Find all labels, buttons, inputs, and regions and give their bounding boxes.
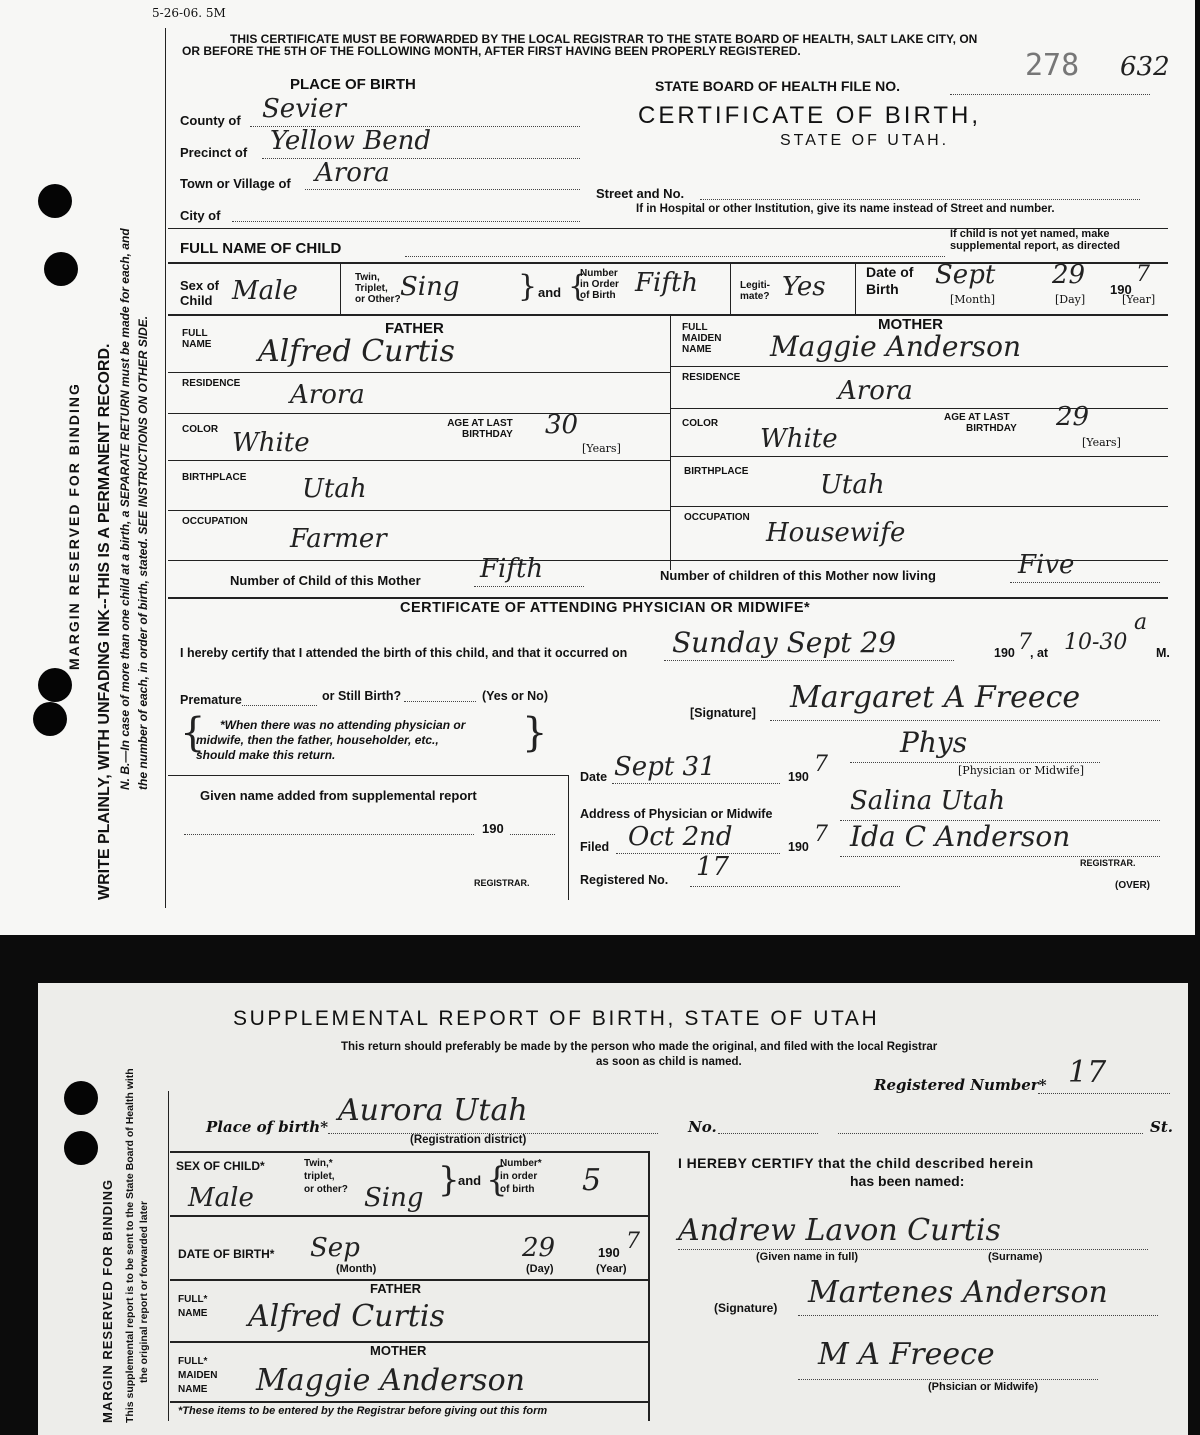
city-label: City of	[180, 208, 221, 223]
sex-label-2: Child	[180, 293, 213, 308]
supp-twin-label-3: or other?	[304, 1184, 348, 1195]
child-number-value: Fifth	[480, 554, 544, 584]
town-value: Arora	[315, 158, 390, 188]
filed-year-suffix: 7	[814, 822, 828, 847]
punch-hole	[64, 1131, 98, 1165]
punch-hole	[38, 184, 72, 218]
mother-birthplace-label: BIRTHPLACE	[684, 466, 749, 477]
precinct-label: Precinct of	[180, 145, 248, 160]
sex-value: Male	[232, 276, 298, 306]
father-residence-label: RESIDENCE	[182, 378, 241, 389]
physician-caption: [Physician or Midwife]	[958, 764, 1084, 777]
father-occupation: Farmer	[290, 524, 387, 554]
supp-month-caption: (Month)	[336, 1263, 377, 1275]
father-age-label-2: BIRTHDAY	[462, 429, 513, 440]
mother-full-label-2: MAIDEN	[682, 333, 722, 344]
hospital-note: If in Hospital or other Institution, give its name instead of Street and number.	[636, 203, 1055, 215]
supp-twin-value: Sing	[364, 1183, 424, 1213]
order-value: Fifth	[635, 268, 699, 298]
supp-sex-value: Male	[188, 1183, 254, 1213]
twin-label-3: or Other?	[355, 294, 401, 305]
father-birthplace-label: BIRTHPLACE	[182, 472, 247, 483]
mother-occupation-label: OCCUPATION	[684, 512, 750, 523]
supp-footnote: *These items to be entered by the Registrar before giving out this form	[178, 1405, 548, 1417]
supp-place-value: Aurora Utah	[338, 1093, 528, 1128]
dob-day: 29	[1052, 260, 1086, 290]
mother-full-label-1: FULL	[682, 322, 708, 333]
father-birthplace: Utah	[302, 474, 367, 504]
supp-given-caption: (Given name in full)	[756, 1251, 859, 1263]
supp-father-label-1: FULL*	[178, 1294, 208, 1305]
punch-hole	[38, 668, 72, 702]
supp-physician-value: M A Freece	[818, 1337, 995, 1372]
supp-side-margin: MARGIN RESERVED FOR BINDING	[100, 1178, 115, 1423]
certify-text: I hereby certify that I attended the birth of this child, and that it occurred on	[180, 646, 628, 660]
supp-note-1: This return should preferably be made by the person who made the original, and filed with the local Registrar	[341, 1041, 938, 1053]
punch-hole	[64, 1081, 98, 1115]
supplemental-box-text: Given name added from supplemental report	[200, 788, 477, 803]
still-birth-label: or Still Birth?	[322, 689, 402, 703]
mother-name: Maggie Anderson	[770, 330, 1022, 363]
order-label-1: Number	[580, 268, 618, 279]
file-no-value-2: 632	[1120, 52, 1170, 82]
supp-father-label-2: NAME	[178, 1308, 208, 1319]
supp-mother-value: Maggie Anderson	[256, 1363, 525, 1398]
at-label: , at	[1030, 646, 1049, 660]
physician-signature: Margaret A Freece	[790, 680, 1081, 715]
supp-signature-label: (Signature)	[714, 1301, 778, 1315]
mother-age: 29	[1056, 402, 1090, 432]
and-label: and	[538, 285, 562, 300]
registered-no-value: 17	[696, 852, 730, 882]
side-margin-text: MARGIN RESERVED FOR BINDING	[66, 382, 82, 670]
birth-certificate: 5-26-06. 5M WRITE PLAINLY, WITH UNFADING INK--THIS IS A PERMANENT RECORD. MARGIN RESERVED FOR BINDING N. B.—In case of more than one child at a birth, a SEPARATE RETURN must be made for each, and the number of each, in order of birth, stated. SEE INSTRUCTIONS ON OTHER SIDE. THIS CERTIFICATE MUST BE FORWARDED BY THE LOCAL REGISTRAR TO THE STATE BOARD OF HEALTH, SALT LAKE CITY, ON OR BEFORE THE 5TH OF THE FOLLOWING MONTH, AFTER FIRST HAVING BEEN PROPERLY REGISTERED. PLACE OF BIRTH STATE BOARD OF HEALTH FILE NO. 278 632 CERTIFICATE OF BIRTH, STATE OF UTAH. County of Sevier Precinct of Yellow Bend Town or Village of Arora City of Street and No. If in Hospital or other Institution, give its name instead of Street and number. FULL NAME OF CHILD If child is not yet named, make supplemental report, as directed Sex of Child Male Twin, Triplet, or Other? Sing } and { Number in Order of Birth Fifth Legiti- mate? Yes Date of Birth Sept 29 190 7 [Month] [Day] [Year] FATHER FULL NAME Alfred Curtis RESIDENCE Arora COLOR White AGE AT LAST BIRTHDAY 30 [Years] BIRTHPLACE Utah OCCUPATION Farmer MOTHER FULL MAIDEN NAME Maggie Anderson RESIDENCE Arora COLOR White AGE AT LAST BIRTHDAY 29 [Years] BIRTHPLACE Utah OCCUPATION Housewife Number of Child of this Mother Fifth Number of children of this Mother now living Five CERTIFICATE OF ATTENDING PHYSICIAN OR MIDWIFE* I hereby certify that I attended the birth of this child, and that it occurred on Sunday Sept 29 190 7 , at 10-30 a M. Premature or Still Birth? (Yes or No) { *When there was no attending physician or midwife, then the father, householder, etc., should make this return. } [Signature] Margaret A Freece Phys [Physician or Midwife] Date Sept 31 190 7 Address of Physician or Midwife Salina Utah Filed Oct 2nd 190 7 Ida C Anderson REGISTRAR. Registered No. 17 (OVER) Given name added from supplemental report 190 REGISTRAR.	[0, 0, 1195, 935]
place-of-birth-heading: PLACE OF BIRTH	[290, 76, 416, 93]
yes-no-label: (Yes or No)	[482, 689, 548, 703]
supp-registered-value: 17	[1068, 1055, 1107, 1090]
father-full-label-1: FULL	[182, 328, 208, 339]
dob-label-1: Date of	[866, 264, 914, 280]
physician-note-3: should make this return.	[196, 748, 336, 762]
mother-years-caption: [Years]	[1082, 436, 1121, 449]
supplemental-box-year: 190	[482, 821, 504, 836]
file-no-value: 278	[1025, 48, 1080, 83]
signature-label: [Signature]	[690, 706, 756, 720]
supp-twin-label-2: triplet,	[304, 1171, 335, 1182]
year-caption: [Year]	[1122, 293, 1156, 306]
side-note-line2: the number of each, in order of birth, stated. SEE INSTRUCTIONS ON OTHER SIDE.	[136, 315, 150, 790]
twin-value: Sing	[400, 272, 460, 302]
supp-dob-year-suffix: 7	[626, 1229, 640, 1254]
registrar-signature: Ida C Anderson	[850, 820, 1071, 853]
mother-color: White	[760, 424, 838, 454]
twin-label-2: Triplet,	[355, 283, 388, 294]
certificate-title: CERTIFICATE OF BIRTH,	[638, 102, 982, 129]
address-value: Salina Utah	[850, 786, 1006, 816]
supp-dob-month: Sep	[310, 1233, 360, 1263]
supp-dob-year-prefix: 190	[598, 1245, 620, 1260]
occurred-year-prefix: 190	[994, 646, 1015, 660]
supp-twin-label-1: Twin,*	[304, 1158, 333, 1169]
header-line-2: OR BEFORE THE 5TH OF THE FOLLOWING MONTH, AFTER FIRST HAVING BEEN PROPERLY REGISTERED.	[182, 44, 801, 58]
time-value: 10-30	[1064, 630, 1128, 655]
mother-full-label-3: NAME	[682, 344, 712, 355]
supp-child-name: Andrew Lavon Curtis	[678, 1213, 1001, 1248]
twin-label-1: Twin,	[355, 272, 380, 283]
legitimate-value: Yes	[782, 272, 826, 302]
supp-father-heading: FATHER	[370, 1281, 422, 1296]
father-age: 30	[545, 410, 579, 440]
file-no-label: STATE BOARD OF HEALTH FILE NO.	[655, 78, 900, 94]
supp-year-caption: (Year)	[596, 1263, 627, 1275]
supp-signature-value: Martenes Anderson	[808, 1275, 1108, 1310]
father-color: White	[232, 428, 310, 458]
order-label-2: in Order	[580, 279, 619, 290]
dob-month: Sept	[935, 260, 996, 290]
legitimate-label-2: mate?	[740, 291, 770, 302]
supp-st-label: St.	[1150, 1118, 1173, 1136]
supp-surname-caption: (Surname)	[988, 1251, 1043, 1263]
date-year-suffix: 7	[814, 752, 828, 777]
form-stamp: 5-26-06. 5M	[152, 6, 226, 20]
mother-color-label: COLOR	[682, 418, 719, 429]
time-suffix: a	[1134, 610, 1148, 635]
street-label: Street and No.	[596, 186, 685, 201]
father-age-label-1: AGE AT LAST	[447, 418, 513, 429]
supp-order-label-3: of birth	[500, 1184, 535, 1195]
father-color-label: COLOR	[182, 424, 219, 435]
supp-order-label-2: in order	[500, 1171, 538, 1182]
filed-value: Oct 2nd	[628, 822, 733, 852]
supp-title: SUPPLEMENTAL REPORT OF BIRTH, STATE OF UTAH	[233, 1007, 880, 1030]
supp-physician-caption: (Phsician or Midwife)	[928, 1381, 1039, 1393]
side-instruction-main: WRITE PLAINLY, WITH UNFADING INK--THIS IS A PERMANENT RECORD.	[96, 343, 113, 900]
punch-hole	[44, 252, 78, 286]
mother-birthplace: Utah	[820, 470, 885, 500]
occurred-year-suffix: 7	[1018, 630, 1032, 655]
date-year-prefix: 190	[788, 770, 809, 784]
supp-certify-1: I HEREBY CERTIFY that the child described herein	[678, 1155, 1034, 1171]
mother-occupation: Housewife	[766, 518, 906, 548]
month-caption: [Month]	[950, 293, 996, 306]
sex-label-1: Sex of	[180, 278, 220, 293]
header-line-1: THIS CERTIFICATE MUST BE FORWARDED BY THE LOCAL REGISTRAR TO THE STATE BOARD OF HEALTH, SALT LAKE CITY, ON	[230, 32, 978, 46]
supp-note-2: as soon as child is named.	[596, 1056, 742, 1068]
dob-label-2: Birth	[866, 281, 899, 297]
supp-registered-label: Registered Number*	[874, 1076, 1047, 1094]
dob-year-prefix: 190	[1110, 282, 1132, 297]
m-label: M.	[1156, 646, 1170, 660]
child-number-label: Number of Child of this Mother	[230, 573, 421, 588]
punch-hole	[33, 702, 67, 736]
supp-no-label: No.	[688, 1118, 717, 1136]
side-note-line1: N. B.—In case of more than one child at a birth, a SEPARATE RETURN must be made for each, and	[118, 228, 132, 790]
supp-dob-day: 29	[522, 1233, 556, 1263]
town-label: Town or Village of	[180, 176, 291, 191]
father-residence: Arora	[290, 380, 365, 410]
physician-note-1: *When there was no attending physician or	[220, 718, 466, 732]
supp-mother-label-2: MAIDEN	[178, 1370, 218, 1381]
supp-order-label-1: Number*	[500, 1158, 542, 1169]
physician-heading: CERTIFICATE OF ATTENDING PHYSICIAN OR MIDWIFE*	[400, 600, 811, 616]
over-label: (OVER)	[1115, 880, 1150, 891]
mother-age-label-2: BIRTHDAY	[966, 423, 1017, 434]
dob-year-suffix: 7	[1136, 262, 1150, 287]
premature-label: Premature	[180, 693, 242, 707]
not-named-note-2: supplemental report, as directed	[950, 240, 1120, 252]
physician-note-2: midwife, then the father, householder, etc.,	[196, 733, 439, 747]
supp-side-note-2: the original report or forwarded later	[138, 1200, 150, 1383]
living-label: Number of children of this Mother now living	[660, 568, 936, 583]
supp-father-value: Alfred Curtis	[248, 1299, 445, 1334]
supplemental-report: MARGIN RESERVED FOR BINDING This supplemental report is to be sent to the State Board of Health with the original report or forwarded later SUPPLEMENTAL REPORT OF BIRTH, STATE OF UTAH This return should preferably be made by the person who made the original, and filed with the local Registrar as soon as child is named. Registered Number* 17 Place of birth* Aurora Utah (Registration district) No. St. SEX OF CHILD* Male Twin,* triplet, or other? Sing } and { Number* in order of birth 5 DATE OF BIRTH* Sep 29 190 7 (Month) (Day) (Year) FATHER FULL* NAME Alfred Curtis MOTHER FULL* MAIDEN NAME Maggie Anderson *These items to be entered by the Registrar before giving out this form I HEREBY CERTIFY that the child described herein has been named: Andrew Lavon Curtis (Given name in full) (Surname) (Signature) Martenes Anderson M A Freece (Phsician or Midwife)	[38, 983, 1188, 1435]
mother-residence-label: RESIDENCE	[682, 372, 741, 383]
supp-dob-label: DATE OF BIRTH*	[178, 1247, 275, 1261]
precinct-value: Yellow Bend	[270, 126, 431, 156]
living-value: Five	[1018, 550, 1075, 580]
supp-place-label: Place of birth*	[206, 1118, 329, 1136]
supp-order-value: 5	[582, 1163, 602, 1198]
order-label-3: of Birth	[580, 290, 616, 301]
physician-title: Phys	[900, 726, 968, 759]
supplemental-box-registrar: REGISTRAR.	[474, 878, 530, 888]
mother-age-label-1: AGE AT LAST	[944, 412, 1010, 423]
margin-rule	[165, 28, 166, 908]
not-named-note-1: If child is not yet named, make	[950, 228, 1110, 240]
address-label: Address of Physician or Midwife	[580, 807, 773, 821]
father-years-caption: [Years]	[582, 442, 621, 455]
county-label: County of	[180, 113, 241, 128]
supp-and-label: and	[458, 1173, 482, 1188]
supp-mother-heading: MOTHER	[370, 1343, 427, 1358]
supp-mother-label-1: FULL*	[178, 1356, 208, 1367]
filed-year-prefix: 190	[788, 840, 809, 854]
father-full-label-2: NAME	[182, 339, 212, 350]
mother-heading: MOTHER	[878, 316, 943, 333]
mother-residence: Arora	[838, 376, 913, 406]
date-label: Date	[580, 770, 608, 784]
date-value: Sept 31	[614, 752, 716, 782]
father-name: Alfred Curtis	[258, 334, 455, 369]
birth-occurred-value: Sunday Sept 29	[672, 626, 897, 659]
certificate-subtitle: STATE OF UTAH.	[780, 132, 950, 149]
full-name-of-child-label: FULL NAME OF CHILD	[180, 240, 342, 257]
supp-sex-label: SEX OF CHILD*	[176, 1159, 265, 1173]
father-heading: FATHER	[385, 320, 444, 337]
supp-day-caption: (Day)	[526, 1263, 554, 1275]
registered-no-label: Registered No.	[580, 873, 669, 887]
registrar-label: REGISTRAR.	[1080, 858, 1136, 868]
county-value: Sevier	[262, 94, 347, 124]
supp-mother-label-3: NAME	[178, 1384, 208, 1395]
supp-certify-2: has been named:	[850, 1173, 965, 1189]
legitimate-label-1: Legiti-	[740, 280, 770, 291]
father-occupation-label: OCCUPATION	[182, 516, 248, 527]
supp-side-note-1: This supplemental report is to be sent to the State Board of Health with	[124, 1068, 136, 1423]
filed-label: Filed	[580, 840, 610, 854]
supp-district-caption: (Registration district)	[410, 1134, 527, 1146]
day-caption: [Day]	[1055, 293, 1086, 306]
